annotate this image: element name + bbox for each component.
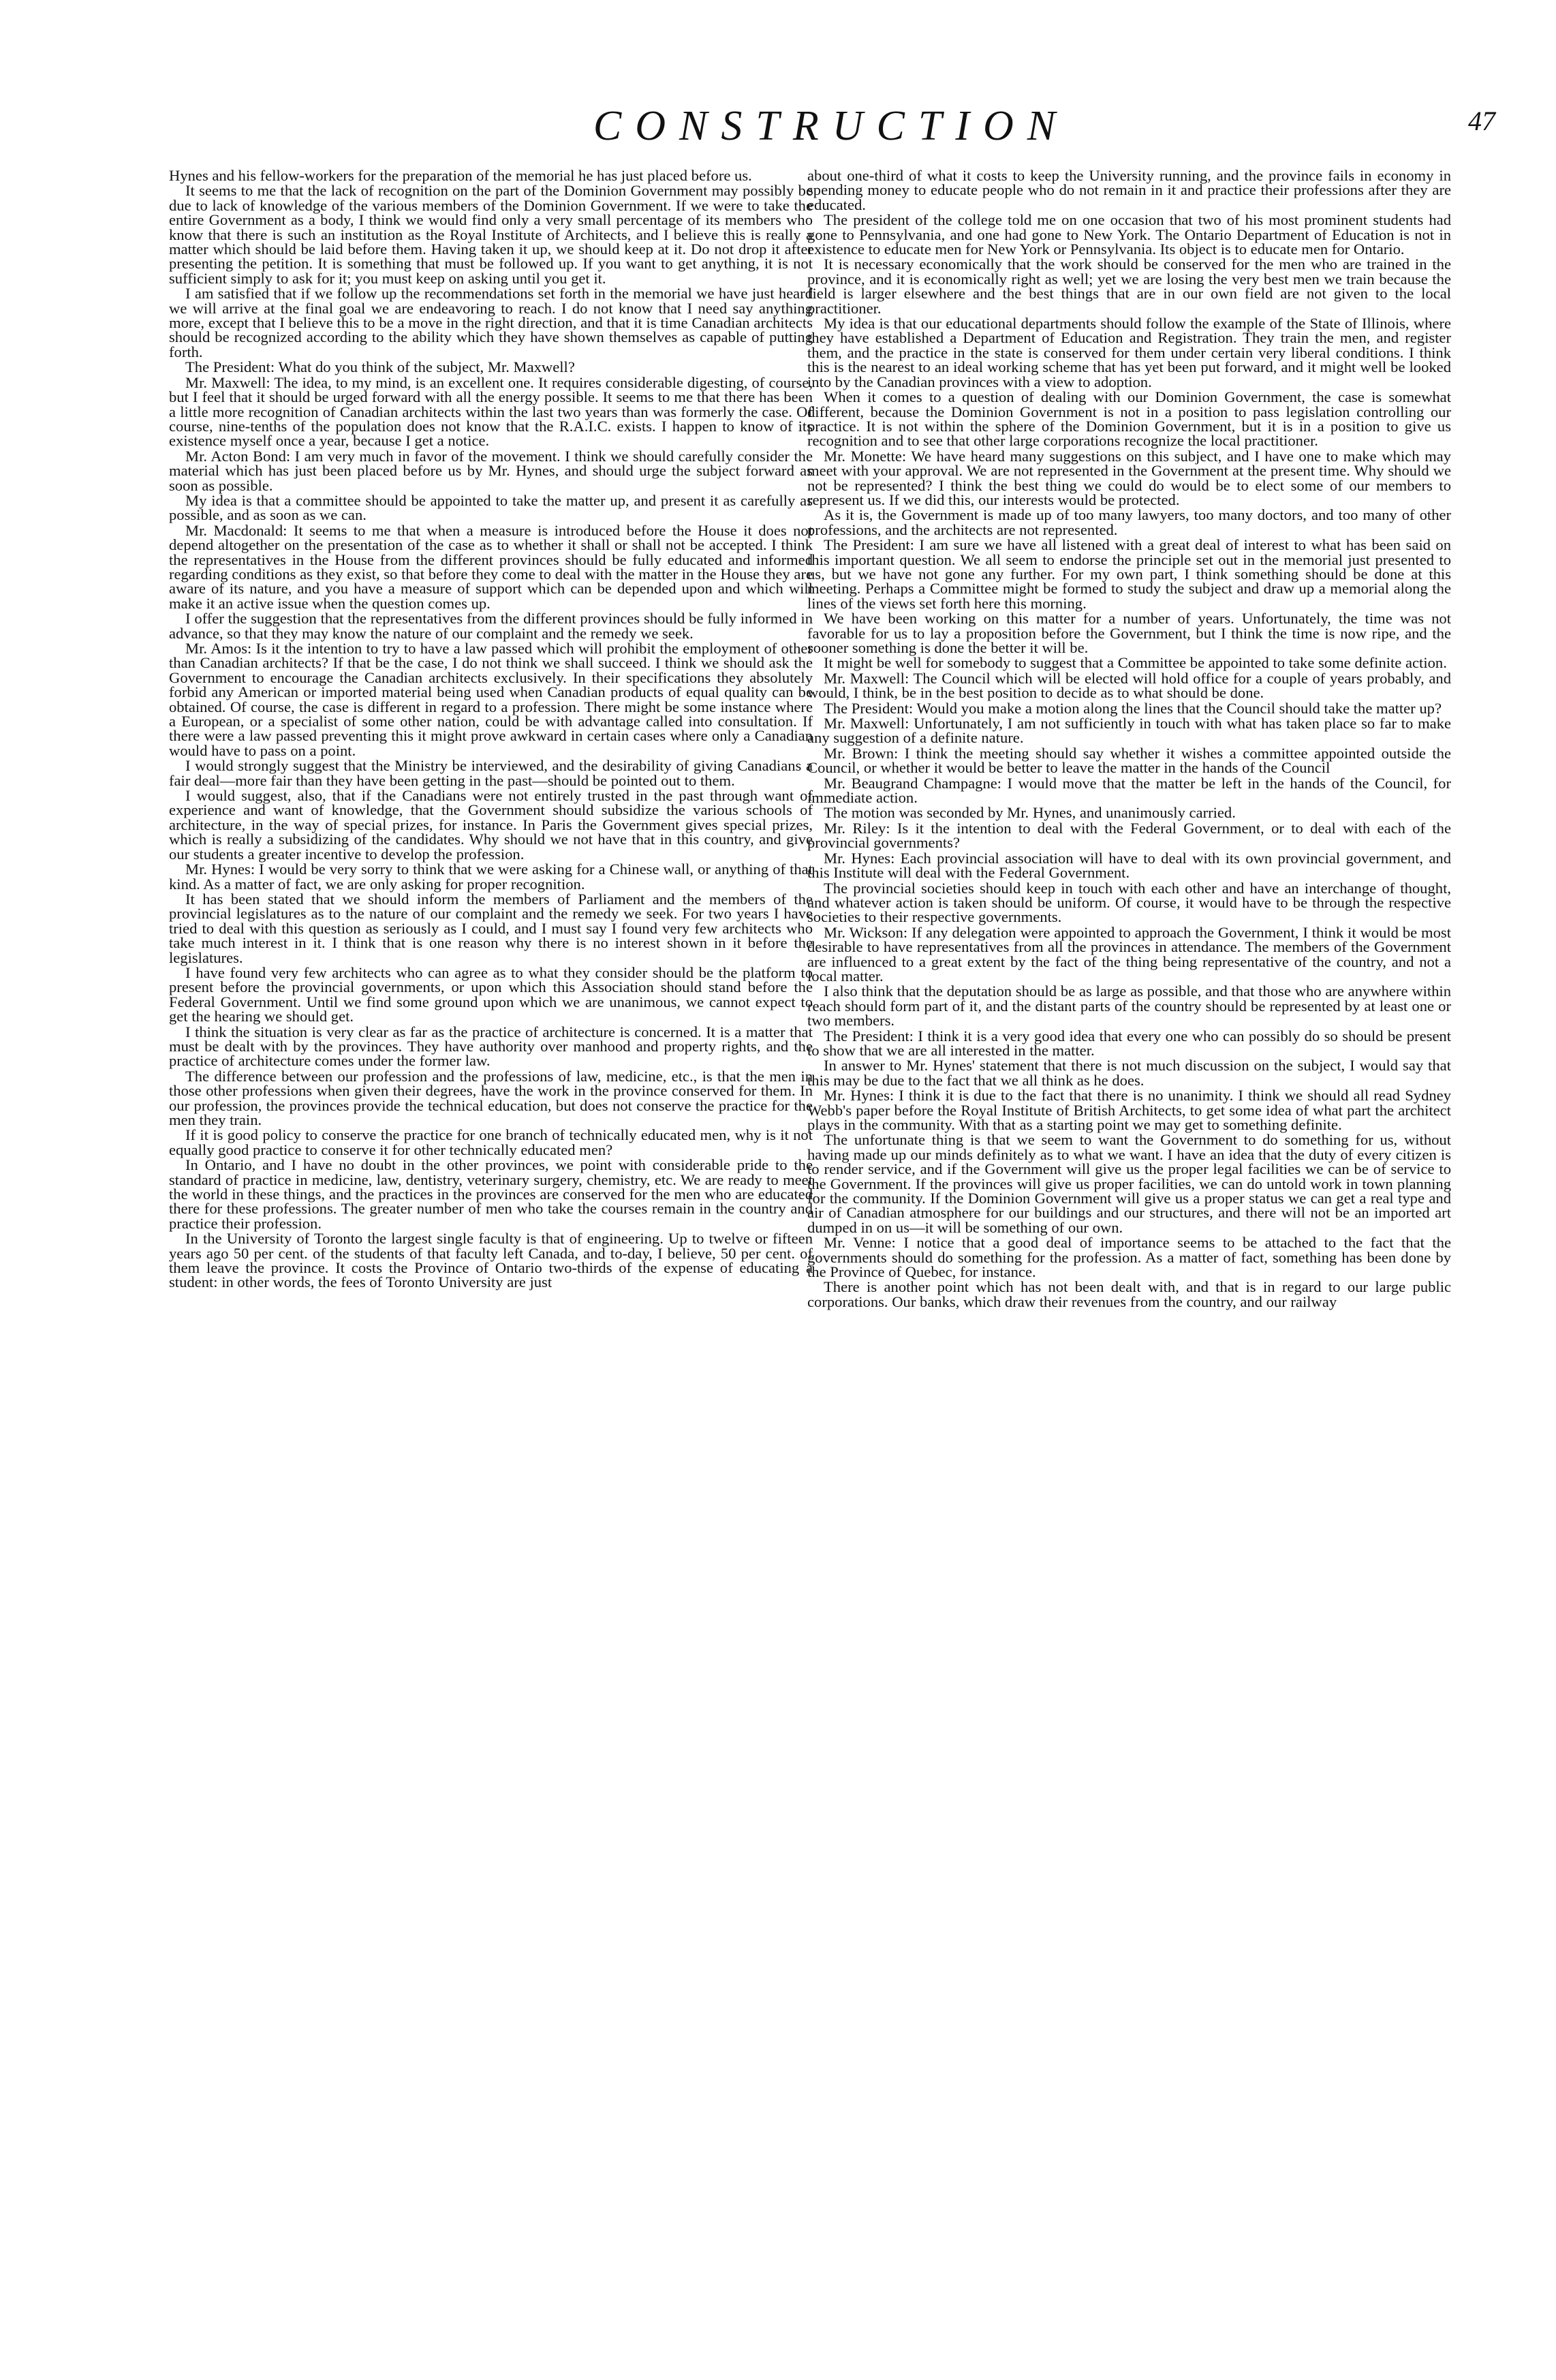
- article-paragraph: Mr. Brown: I think the meeting should say whether it wishes a committee appointed outside the Council, or whether it would be better to leave the matter in the hands of the Council: [807, 744, 1451, 777]
- article-paragraph: Mr. Maxwell: The idea, to my mind, is an excellent one. It requires considerable digesting, of course, but I feel that it should be urged forward with all the energy possible. It seems to me that there has been a little more recognition of Canadian architects within the last two years than was formerly the case. Of course, nine-tenths of the population does not know that the R.A.I.C. exists. I happen to know of its existence myself once a year, because I get a notice.: [169, 373, 813, 450]
- journal-title: CONSTRUCTION: [593, 103, 1070, 149]
- article-paragraph: The president of the college told me on one occasion that two of his most prominent students had gone to Pennsylvania, and one had gone to New York. The Ontario Department of Education is not in existence to educate men for New York or Pennsylvania. Its object is to educate men for Ontario.: [807, 211, 1451, 258]
- article-paragraph: The motion was seconded by Mr. Hynes, and unanimously carried.: [824, 804, 1236, 822]
- article-paragraph: Mr. Riley: Is it the intention to deal with the Federal Government, or to deal with each of the provincial governments?: [807, 819, 1451, 852]
- article-paragraph: Mr. Macdonald: It seems to me that when a measure is introduced before the House it does not depend altogether on the presentation of the case as to whether it shall or shall not be accepted. I think the representatives in the House from the different provinces should be fully educated and informed regarding conditions as they exist, so that before they come to deal with the matter in the House they are aware of its nature, and you have a measure of support which can be depended upon and which will make it an active issue when the question comes up.: [169, 521, 813, 612]
- article-paragraph: The difference between our profession and the professions of law, medicine, etc., is that the men in those other professions when given their degrees, have the work in the province conserved for them. In our profession, the provinces provide the technical education, but does not conserve the practice for the men they train.: [169, 1067, 813, 1128]
- article-paragraph: In the University of Toronto the largest single faculty is that of engineering. Up to twelve or fifteen years ago 50 per cent. of the students of that faculty left Canada, and to-day, I believe, 50 per cent. of them leave the province. It costs the Province of Ontario two-thirds of the expense of educating a student: in other words, the fees of Toronto University are just: [169, 1230, 813, 1291]
- article-paragraph: The President: I think it is a very good idea that every one who can possibly do so should be present to show that we are all interested in the matter.: [807, 1027, 1451, 1059]
- article-paragraph: Mr. Venne: I notice that a good deal of importance seems to be attached to the fact that the governments should do something for the profession. As a matter of fact, something has been done by the Province of Quebec, for instance.: [807, 1234, 1451, 1281]
- article-paragraph: The President: Would you make a motion along the lines that the Council should take the matter up?: [824, 699, 1442, 717]
- left-column: [169, 168, 813, 2349]
- article-paragraph: I have found very few architects who can agree as to what they consider should be the platform to present before the provincial governments, or upon which this Association should stand before the Federal Government. Until we find some ground upon which we are unanimous, we cannot expect to get the hearing we should get.: [169, 963, 813, 1025]
- article-paragraph: The unfortunate thing is that we seem to want the Government to do something for us, without having made up our minds definitely as to what we want. I have an idea that the duty of every citizen is to render service, and if the Government will give us the proper legal facilities we can be of service to the Government. If the provinces will give us proper facilities, we can do untold work in town planning for the community. If the Dominion Government will give us a proper status we can get a real type and air of Canadian atmosphere for our buildings and our structures, and there will not be an imported art dumped in on us—it will be something of our own.: [807, 1131, 1451, 1236]
- article-paragraph: Hynes and his fellow-workers for the preparation of the memorial he has just placed before us.: [169, 168, 752, 184]
- article-paragraph: I would strongly suggest that the Ministry be interviewed, and the desirability of giving Canadians a fair deal—more fair than they have been getting in the past—should be pointed out to them.: [169, 757, 813, 789]
- article-paragraph: In Ontario, and I have no doubt in the other provinces, we point with considerable pride to the standard of practice in medicine, law, dentistry, veterinary surgery, chemistry, etc. We are ready to meet the world in these things, and the practices in the provinces are conserved for the men who are educated there for these professions. The greater number of men who take the courses remain in the country and practice their profession.: [169, 1156, 813, 1232]
- page-number: 47: [1468, 106, 1495, 136]
- article-paragraph: Mr. Maxwell: The Council which will be elected will hold office for a couple of years probably, and would, I think, be in the best position to decide as to what should be done.: [807, 669, 1451, 702]
- article-paragraph: My idea is that a committee should be appointed to take the matter up, and present it as carefully as possible, and as soon as we can.: [169, 491, 813, 524]
- article-paragraph: Mr. Beaugrand Champagne: I would move that the matter be left in the hands of the Council, for immediate action.: [807, 774, 1451, 807]
- article-paragraph: We have been working on this matter for a number of years. Unfortunately, the time was not favorable for us to lay a proposition before the Government, but I think the time is now ripe, and the sooner something is done the better it will be.: [807, 610, 1451, 656]
- article-paragraph: Mr. Maxwell: Unfortunately, I am not sufficiently in touch with what has taken place so far to make any suggestion of a definite nature.: [807, 715, 1451, 747]
- article-paragraph: It might be well for somebody to suggest that a Committee be appointed to take some definite action.: [824, 654, 1447, 672]
- article-paragraph: Mr. Amos: Is it the intention to try to have a law passed which will prohibit the employment of other than Canadian architects? If that be the case, I do not think we shall succeed. I think we should ask the Government to encourage the Canadian architects exclusively. In their specifications they absolutely forbid any American or imported material being used when Canadian products of equal quality can be obtained. Of course, the case is different in regard to a profession. There might be some instance where a European, or a specialist of some other nation, could be with advantage called into consultation. If there were a law passed preventing this it might prove awkward in certain cases where only a Canadian would have to pass on a point.: [169, 640, 813, 759]
- right-column: [807, 168, 1451, 2349]
- article-paragraph: Mr. Hynes: Each provincial association will have to deal with its own provincial government, and this Institute will deal with the Federal Government.: [807, 849, 1451, 882]
- article-paragraph: I would suggest, also, that if the Canadians were not entirely trusted in the past through want of experience and want of knowledge, that the Government should subsidize the various schools of architecture, in the way of special prizes, for instance. In Paris the Government gives special prizes, which is really a subsidizing of the candidates. Why should we not have that in this country, and give our students a greater incentive to develop the profession.: [169, 787, 813, 863]
- article-paragraph: I think the situation is very clear as far as the practice of architecture is concerned. It is a matter that must be dealt with by the provinces. They have authority over manhood and property rights, and the practice of architecture comes under the former law.: [169, 1023, 813, 1070]
- article-paragraph: Mr. Hynes: I think it is due to the fact that there is no unanimity. I think we should all read Sydney Webb's paper before the Royal Institute of British Architects, to get some idea of what part the architect plays in the community. With that as a starting point we may get to something definite.: [807, 1087, 1451, 1133]
- article-paragraph: Mr. Monette: We have heard many suggestions on this subject, and I have one to make which may meet with your approval. We are not represented in the Government at the present time. Why should we not be represented? I think the best thing we could do would be to elect some of our members to represent us. If we did this, our interests would be protected.: [807, 447, 1451, 508]
- article-paragraph: It has been stated that we should inform the members of Parliament and the members of the provincial legislatures as to the nature of our complaint and the remedy we seek. For two years I have tried to deal with this question as seriously as I could, and I must say I found very few architects who take much interest in it. I think that is one reason why there is no interest shown in it before the legislatures.: [169, 890, 813, 966]
- article-paragraph: It is necessary economically that the work should be conserved for the men who are trained in the province, and it is economically right as well; yet we are losing the very best men we train because the field is larger elsewhere and the best things that are in our own field are not given to the local practitioner.: [807, 256, 1451, 317]
- page-header: [167, 102, 1495, 150]
- article-paragraph: about one-third of what it costs to keep the University running, and the province fails in economy in spending money to educate people who do not remain in it and practice their professions after they are educated.: [807, 168, 1451, 213]
- article-paragraph: There is another point which has not been dealt with, and that is in regard to our large public corporations. Our banks, which draw their revenues from the country, and our railway: [807, 1278, 1451, 1310]
- article-paragraph: The President: What do you think of the subject, Mr. Maxwell?: [185, 358, 575, 376]
- article-paragraph: Mr. Acton Bond: I am very much in favor of the movement. I think we should carefully consider the material which has just been placed before us by Mr. Hynes, and should urge the subject forward as soon as possible.: [169, 447, 813, 494]
- article-paragraph: The provincial societies should keep in touch with each other and have an interchange of thought, and whatever action is taken should be uniform. Of course, it would have to be through the respective societies to their respective governments.: [807, 879, 1451, 926]
- article-paragraph: I am satisfied that if we follow up the recommendations set forth in the memorial we have just heard we will arrive at the final goal we are endeavoring to reach. I do not know that I need say anything more, except that I believe this to be a move in the right direction, and that it is time Canadian architects should be recognized according to the ability which they have shown themselves as capable of putting forth.: [169, 285, 813, 360]
- article-paragraph: It seems to me that the lack of recognition on the part of the Dominion Government may possibly be due to lack of knowledge of the various members of the Dominion Government. If we were to take the entire Government as a body, I think we would find only a very small percentage of its members who know that there is such an institution as the Royal Institute of Architects, and I believe this is really a matter which should be laid before them. Having taken it up, we should keep at it. Do not drop it after presenting the petition. It is something that must be followed up. If you want to get anything, it is not sufficient simply to ask for it; you must keep on asking until you get it.: [169, 182, 813, 287]
- article-paragraph: In answer to Mr. Hynes' statement that there is not much discussion on the subject, I would say that this may be due to the fact that we all think as he does.: [807, 1057, 1451, 1089]
- article-paragraph: I also think that the deputation should be as large as possible, and that those who are anywhere within reach should form part of it, and the distant parts of the country should be represented by at least one or two members.: [807, 983, 1451, 1030]
- article-paragraph: If it is good policy to conserve the practice for one branch of technically educated men, why is it not equally good practice to conserve it for other technically educated men?: [169, 1126, 813, 1158]
- article-paragraph: As it is, the Government is made up of too many lawyers, too many doctors, and too many of other professions, and the architects are not represented.: [807, 506, 1451, 538]
- article-paragraph: Mr. Hynes: I would be very sorry to think that we were asking for a Chinese wall, or anything of that kind. As a matter of fact, we are only asking for proper recognition.: [169, 861, 813, 893]
- article-paragraph: The President: I am sure we have all listened with a great deal of interest to what has been said on this important question. We all seem to endorse the principle set out in the memorial just presented to us, but we have not gone any further. For my own part, I think something should be done at this meeting. Perhaps a Committee might be formed to study the subject and draw up a memorial along the lines of the views set forth here this morning.: [807, 536, 1451, 612]
- article-paragraph: My idea is that our educational departments should follow the example of the State of Illinois, where they have established a Department of Education and Registration. They train the men, and register them, and the practice in the state is conserved for them under certain very liberal conditions. I think this is the nearest to an ideal working scheme that has yet been put forward, and it might well be looked into by the Canadian provinces with a view to adoption.: [807, 315, 1451, 390]
- article-paragraph: Mr. Wickson: If any delegation were appointed to approach the Government, I think it would be most desirable to have representatives from all the provinces in attendance. The members of the Government are influenced to a great extent by the fact of the thing being representative of the country, and not a local matter.: [807, 923, 1451, 985]
- article-paragraph: I offer the suggestion that the representatives from the different provinces should be fully informed in advance, so that they may know the nature of our complaint and the remedy we seek.: [169, 610, 813, 642]
- article-paragraph: When it comes to a question of dealing with our Dominion Government, the case is somewhat different, because the Dominion Government is not in a position to pass legislation controlling our practice. It is not within the sphere of the Dominion Government, but it is in a position to give us recognition and to see that other large corporations recognize the local practitioner.: [807, 388, 1451, 450]
